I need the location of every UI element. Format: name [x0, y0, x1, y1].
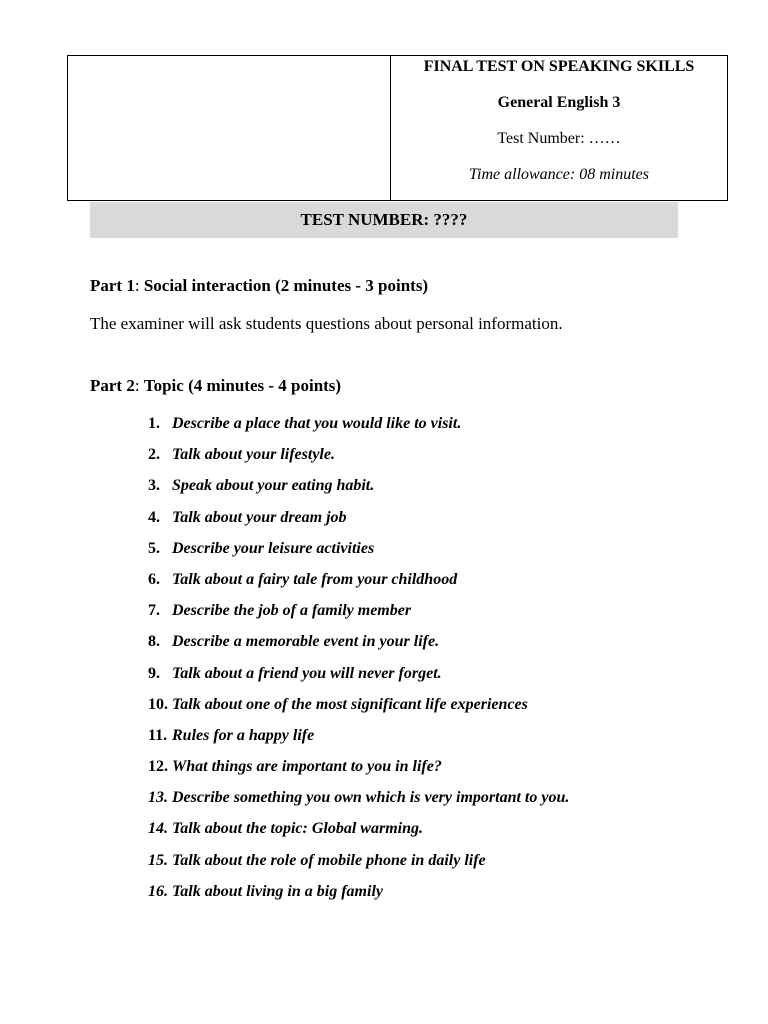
test-title: FINAL TEST ON SPEAKING SKILLS [423, 58, 695, 75]
list-item [148, 850, 569, 881]
header-left-cell [68, 56, 391, 200]
list-item [148, 444, 569, 475]
list-item [148, 694, 569, 725]
list-item [148, 881, 569, 912]
list-item [148, 569, 569, 600]
topic-list [148, 413, 569, 912]
part2-title: Topic (4 minutes - 4 points) [143, 376, 342, 395]
topic-text: Talk about the role of mobile phone in daily life [172, 851, 486, 869]
part2-label: Part 2 [90, 376, 135, 395]
topic-number: 15. [148, 851, 168, 869]
part1-description: The examiner will ask students questions about personal information. [90, 314, 563, 333]
topic-number: 13. [148, 789, 168, 807]
topic-number: 9. [148, 664, 160, 682]
topic-text: Talk about a fairy tale from your childhood [172, 570, 458, 588]
topic-text: Describe something you own which is very important to you. [172, 789, 570, 807]
list-item [148, 818, 569, 849]
part2-separator: : [134, 376, 144, 395]
topic-number: 8. [148, 633, 160, 651]
topic-number: 10. [148, 695, 168, 713]
list-item [148, 413, 569, 444]
list-item [148, 725, 569, 756]
topic-number: 5. [148, 539, 160, 557]
topic-text: Describe a place that you would like to visit. [172, 415, 462, 432]
test-number-bar: TEST NUMBER: ???? [90, 202, 678, 238]
topic-number: 16. [148, 882, 168, 900]
topic-text: What things are important to you in life? [172, 758, 442, 776]
list-item [148, 787, 569, 818]
part1-separator: : [134, 276, 144, 295]
part1-heading [90, 275, 428, 297]
topic-text: Describe a memorable event in your life. [172, 633, 440, 651]
list-item [148, 538, 569, 569]
course-name: General English 3 [497, 94, 621, 111]
topic-text: Talk about your dream job [172, 508, 347, 526]
list-item [148, 756, 569, 787]
list-item [148, 475, 569, 506]
list-item [148, 663, 569, 694]
topic-text: Talk about living in a big family [172, 882, 383, 900]
topic-number: 11. [148, 726, 168, 744]
part1-label: Part 1 [90, 276, 135, 295]
part2-heading [90, 375, 341, 397]
header-right-cell [391, 56, 727, 200]
list-item [148, 600, 569, 631]
list-item [148, 507, 569, 538]
topic-text: Talk about your lifestyle. [172, 446, 335, 464]
time-allowance: Time allowance: 08 minutes [469, 166, 649, 183]
topic-text: Speak about your eating habit. [172, 477, 375, 495]
test-number-line: Test Number: …… [497, 130, 621, 147]
topic-number: 7. [148, 602, 160, 620]
header-table [67, 55, 728, 201]
topic-number: 4. [148, 508, 160, 526]
list-item [148, 631, 569, 662]
topic-number: 6. [148, 570, 160, 588]
topic-number: 2. [148, 446, 160, 464]
topic-text: Describe the job of a family member [172, 602, 412, 620]
topic-number: 1. [148, 415, 160, 432]
topic-text: Rules for a happy life [172, 726, 315, 744]
topic-text: Talk about one of the most significant life experiences [172, 695, 528, 713]
topic-text: Talk about the topic: Global warming. [172, 820, 423, 838]
topic-text: Talk about a friend you will never forget. [172, 664, 442, 682]
topic-number: 3. [148, 477, 160, 495]
topic-text: Describe your leisure activities [172, 539, 375, 557]
topic-number: 14. [148, 820, 168, 838]
part1-title: Social interaction (2 minutes - 3 points) [143, 276, 429, 295]
topic-number: 12. [148, 758, 168, 776]
